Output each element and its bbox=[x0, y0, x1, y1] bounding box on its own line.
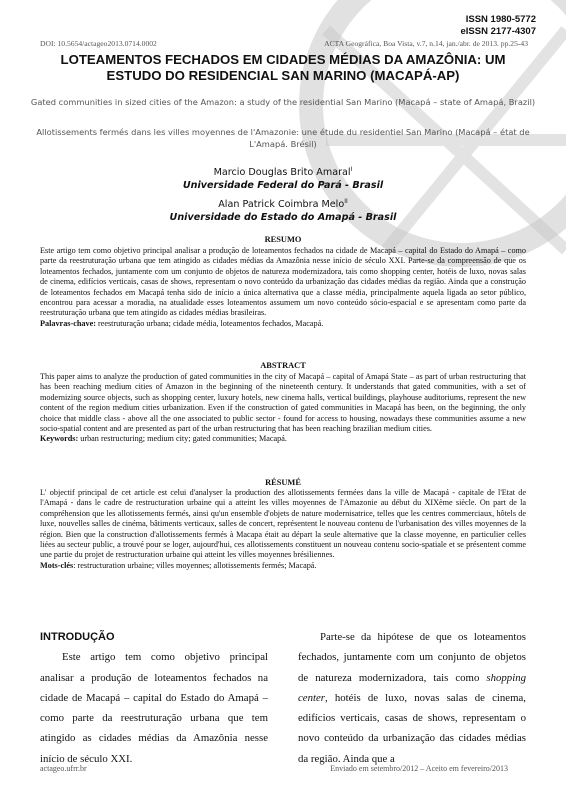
abstract-body: This paper aims to analyze the production of gated communities in the city of Macapá – capital of Amapá State – as part of urban restructuring that has been reaching medium cities of Amazon in the beginning of the nineteenth century. It understands that gated communities, with a set of modernizing source objects, such as shopping center, luxury hotels, new cinema halls, vertical buildings, playhouse auditoriums, represent the new content of the region medium cities urbanization. Even if the construction of gated communities in Macapá has been, on the beginning, the only choice that middle class - above all the one associated to public sector - found for access to housing, nowadays these communities assume a new socio-spatial content and are presented as part of the urban restructuring that has been reaching brazilian medium cities. bbox=[40, 372, 526, 434]
hypothesis-paragraph bbox=[298, 627, 526, 769]
author-2 bbox=[20, 195, 546, 224]
abstract-keywords: urban restructuring; medium city; gated communities; Macapá. bbox=[78, 434, 287, 444]
intro-heading: INTRODUÇÃO bbox=[40, 631, 115, 643]
author-1-affiliation: Universidade Federal do Pará - Brasil bbox=[182, 180, 384, 192]
title-french: Allotissements fermés dans les villes moyennes de l'Amazonie: une étude du residentiel San Marino (Macapá – état de L'Amapá. Brésil) bbox=[36, 127, 530, 149]
title-line-1: LOTEAMENTOS FECHADOS EM CIDADES MÉDIAS DA AMAZÔNIA: UM bbox=[60, 52, 506, 67]
abstract-heading: ABSTRACT bbox=[260, 361, 306, 370]
page-title bbox=[30, 52, 536, 84]
author-1-name: Marcio Douglas Brito Amaral bbox=[213, 167, 351, 179]
resume-keywords-label: Mots-clés bbox=[40, 560, 74, 570]
hypothesis-text-a: Parte-se da hipótese de que os loteamentos fechados, juntamente com um conjunto de objetos de natureza modernizadora, tais como bbox=[298, 631, 526, 684]
author-1 bbox=[20, 163, 546, 192]
doi-line[interactable]: DOI: 10.5654/actageo2013.0714.0002 bbox=[40, 39, 157, 48]
resumo-heading: RESUMO bbox=[264, 235, 302, 244]
resumo-body: Este artigo tem como objetivo principal analisar a produção de loteamentos fechados na cidade de Macapá – capital do Estado do Amapá – como parte da reestruturação urbana que tem atingido as cidades médias da Amazônia nesse início de século XXI. Parte-se da compreensão de que os loteamentos fechados, juntamente com um conjunto de objetos de natureza modernizadora, tais como shopping center, hotéis de luxo, novas salas de cinema, edifícios verticais, casas de shows, representam o novo conteúdo da urbanização das cidades médias da região. Ainda que a construção de loteamentos fechados em Macapá tenha sido de início a única alternativa que a classe média, principalmente aquela ligada ao setor público, encontrou para acessar a moradia, na atualidade esses loteamentos assumem um novo conteúdo sócio-espacial e se apresentam como parte da reestruturação urbana que tem atingido as cidades médias brasileiras. bbox=[40, 246, 526, 318]
resumo-keywords-label: Palavras-chave: bbox=[40, 318, 96, 328]
resume-body: L' objectif principal de cet article est celui d'analyser la production des allotissements fermées dans la ville de Macapá - capitale de l'Etat de l'Amapá - dans le cadre de restructuration urbaine qui a atteint les villes moyennes de l'Amazonie au début du XIXème siècle. On part de la compréhension que les allotissements fermés, ainsi qu'un ensemble d'objets de nature modernisatrice, telles que les centres commerciaux, hôtels de luxe, nouvelles salles de cinéma, bâtiments verticaux, salles de concert, représentent le nouveau contenu de l'urbanisation des villes moyennes de la région. Bien que la construction d'allotissements fermés à Macapa était au départ la seule alternative que la classe moyenne, en particulier celles liées au secteur public, a trouvé pour se loger, aujourd'hui, ces allotissements constituent un nouveau contenu socio-spatiale et se présentent comme une partie du projet de restructuration urbaine qui atteint les villes moyennes brésiliennes. bbox=[40, 488, 526, 560]
abstract-keywords-label: Keywords: bbox=[40, 434, 79, 444]
footer-dates: Enviado em setembro/2012 – Aceito em fevereiro/2013 bbox=[330, 764, 508, 773]
title-line-2: ESTUDO DO RESIDENCIAL SAN MARINO (MACAPÁ-AP) bbox=[106, 68, 460, 83]
footer-site[interactable]: actageo.ufrr.br bbox=[40, 764, 87, 773]
author-2-name: Alan Patrick Coimbra Melo bbox=[218, 199, 345, 211]
hypothesis-emphasis: shopping center bbox=[298, 671, 526, 704]
abstract-section bbox=[40, 372, 526, 445]
resume-keywords: : restructuration urbaine; villes moyennes; allotissements fermés; Macapá. bbox=[73, 560, 317, 570]
issn: ISSN 1980-5772 bbox=[465, 14, 536, 25]
resumo-section bbox=[40, 246, 526, 329]
body-column-left bbox=[40, 627, 268, 769]
intro-paragraph: Este artigo tem como objetivo principal analisar a produção de loteamentos fechados na cidade de Macapá – capital do Estado do Amapá – como parte da reestruturação urbana que tem atingido as cidades médias da Amazônia nesse início de século XXI. bbox=[40, 651, 268, 765]
issn-block bbox=[460, 14, 536, 38]
resume-heading: RÉSUMÉ bbox=[265, 478, 301, 487]
body-column-right bbox=[298, 627, 526, 769]
hypothesis-text-b: , hotéis de luxo, novas salas de cinema, edifícios verticais, casas de shows, representam o novo conteúdo da urbanização das cidades médias da região. Ainda que a bbox=[298, 691, 526, 765]
eissn: eISSN 2177-4307 bbox=[460, 26, 536, 37]
journal-citation: ACTA Geográfica, Boa Vista, v.7, n.14, jan./abr. de 2013. pp.25-43 bbox=[324, 39, 528, 48]
author-2-mark: II bbox=[344, 198, 348, 205]
resumo-keywords: reestruturação urbana; cidade média, loteamentos fechados, Macapá. bbox=[95, 318, 324, 328]
resume-section bbox=[40, 488, 526, 571]
author-1-mark: I bbox=[350, 166, 353, 173]
author-2-affiliation: Universidade do Estado do Amapá - Brasil bbox=[169, 212, 397, 224]
title-english: Gated communities in sized cities of the Amazon: a study of the residential San Marino (Macapá – state of Amapá, Brazil) bbox=[30, 97, 536, 107]
